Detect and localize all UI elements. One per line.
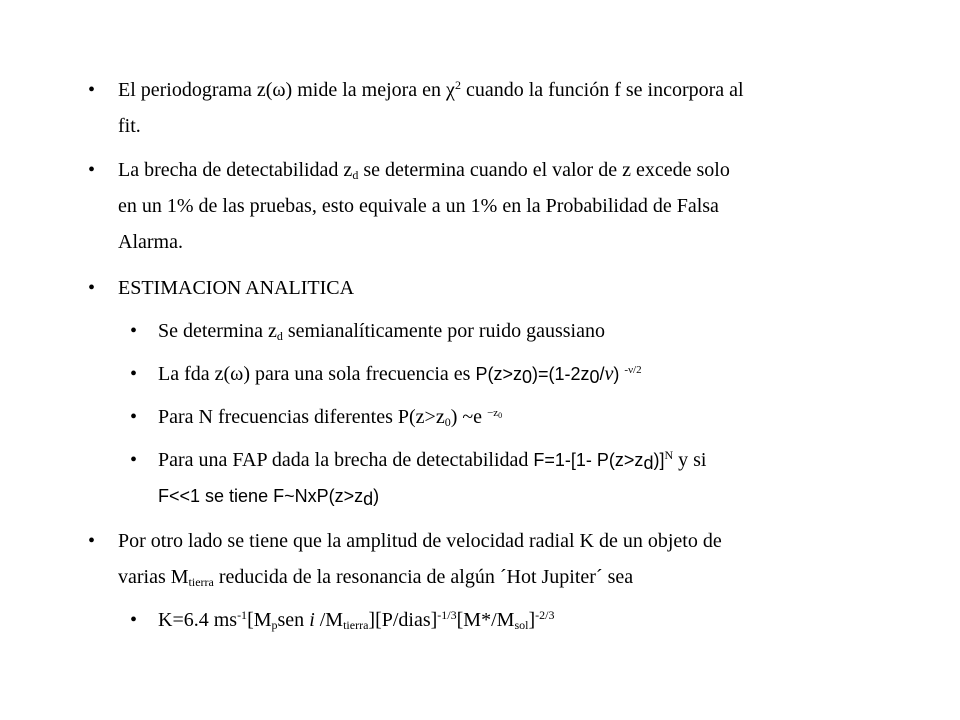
bullet-estimacion	[88, 270, 858, 306]
text: La fda z(	[158, 363, 231, 385]
formula: /	[599, 364, 605, 384]
line: Por otro lado se tiene que la amplitud de velocidad radial K de un objeto de	[118, 530, 722, 552]
italic-i: i	[309, 609, 315, 631]
subscript: d	[643, 453, 654, 473]
exponent	[487, 407, 502, 419]
line: fit.	[118, 115, 141, 137]
text: reducida de la resonancia de algún ´Hot Jupiter´ sea	[213, 566, 634, 588]
subscript: tierra	[188, 575, 214, 589]
subscript: p	[271, 618, 278, 632]
text: ) ~e	[450, 406, 488, 428]
text: sen	[277, 609, 310, 631]
formula: P(z>z	[475, 364, 522, 384]
text: ]	[528, 609, 536, 631]
subscript: sol	[514, 618, 529, 632]
superscript: -1	[237, 608, 248, 622]
bullet-marker: •	[130, 609, 138, 631]
subscript: tierra	[343, 618, 369, 632]
text: /M	[314, 609, 344, 631]
line: en un 1% de las pruebas, esto equivale a un 1% en la Probabilidad de Falsa	[118, 195, 719, 217]
omega-symbol: ω	[230, 363, 244, 385]
bullet-marker: •	[130, 406, 138, 428]
formula: F=1-[1- P(z>z	[533, 450, 644, 470]
bullet-marker: •	[130, 320, 138, 342]
line	[158, 478, 858, 514]
bullet-marker: •	[88, 79, 96, 101]
subscript: 0	[444, 415, 451, 429]
line	[118, 559, 858, 595]
bullet-brecha	[88, 152, 858, 260]
bullet-marker: •	[130, 449, 138, 471]
text: Para N frecuencias diferentes P(z>z	[158, 406, 445, 428]
subscript: 0	[589, 367, 600, 387]
formula: )	[373, 486, 380, 506]
formula: )]	[653, 450, 665, 470]
subscript: 0	[498, 411, 503, 420]
text: se determina cuando el valor de z excede solo	[358, 159, 730, 181]
line	[158, 442, 858, 478]
superscript: 2	[454, 78, 461, 92]
formula: F<<1 se tiene F~NxP(z>z	[158, 486, 364, 506]
text: El periodograma z(	[118, 79, 273, 101]
text: y si	[673, 449, 707, 471]
text: ) para una sola frecuencia es	[243, 363, 476, 385]
line	[158, 313, 858, 349]
subscript: d	[363, 489, 374, 509]
line: Alarma.	[118, 231, 183, 253]
text: semianalíticamente por ruido gaussiano	[282, 320, 605, 342]
text: ][P/dias]	[368, 609, 438, 631]
subscript: 0	[521, 367, 532, 387]
text: [M*/M	[456, 609, 515, 631]
text: [M	[247, 609, 272, 631]
text: Para una FAP dada la brecha de detectabilidad	[158, 449, 534, 471]
line	[118, 72, 858, 108]
subbullet-formula-k	[130, 602, 858, 638]
superscript: -1/3	[437, 608, 457, 622]
text: ) mide la mejora en	[285, 79, 447, 101]
text: Se determina z	[158, 320, 277, 342]
line	[158, 399, 858, 435]
formula: )	[613, 364, 625, 384]
subbullet-n-frecuencias	[130, 399, 858, 435]
subscript: d	[352, 168, 359, 182]
chi-symbol: χ	[446, 79, 455, 101]
exponent-text: −z	[487, 407, 499, 419]
text: varias M	[118, 566, 189, 588]
subbullet-semianalitico	[130, 313, 858, 349]
exponent: -ν/2	[624, 364, 642, 376]
subbullet-fap	[130, 442, 858, 514]
formula: )=(1-2z	[531, 364, 590, 384]
line: ESTIMACION ANALITICA	[118, 277, 355, 299]
text: K=6.4 ms	[158, 609, 238, 631]
superscript: -2/3	[535, 608, 555, 622]
bullet-marker: •	[130, 363, 138, 385]
subscript: d	[276, 329, 283, 343]
bullet-marker: •	[88, 277, 96, 299]
bullet-periodograma	[88, 72, 858, 144]
text: La brecha de detectabilidad z	[118, 159, 353, 181]
line	[158, 602, 858, 638]
subbullet-fda	[130, 356, 858, 392]
line	[118, 152, 858, 188]
text: cuando la función f se incorpora al	[460, 79, 744, 101]
bullet-marker: •	[88, 530, 96, 552]
bullet-velocidad-radial	[88, 523, 858, 595]
superscript: N	[664, 448, 674, 462]
bullet-marker: •	[88, 159, 96, 181]
omega-symbol: ω	[272, 79, 286, 101]
line	[158, 356, 858, 392]
nu-symbol: ν	[604, 363, 614, 385]
